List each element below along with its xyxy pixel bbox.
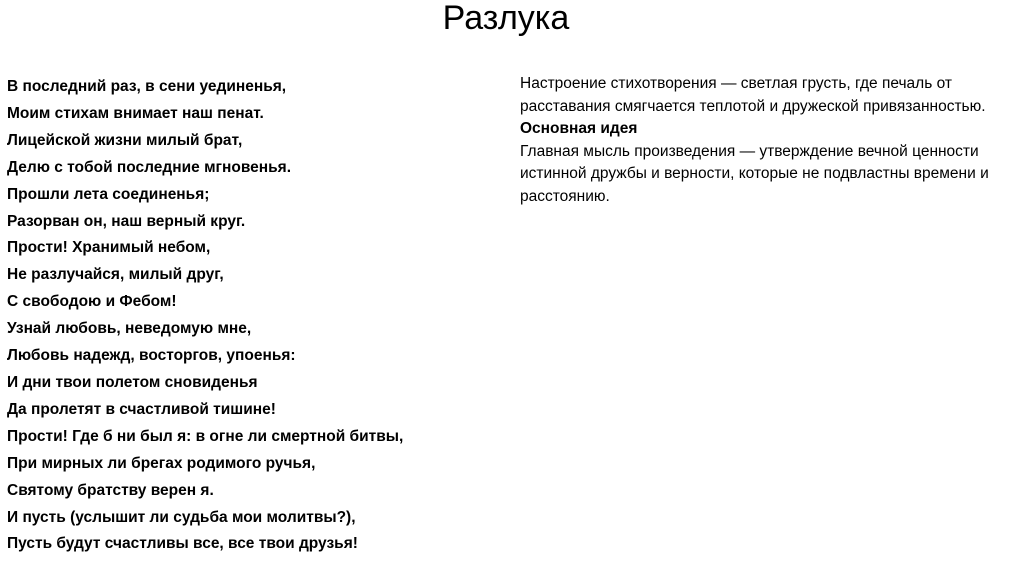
poem-text [7, 74, 477, 558]
poem-line: И пусть (услышит ли судьба мои молитвы?), [7, 508, 356, 526]
poem-line: В последний раз, в сени уединенья, [7, 78, 287, 95]
poem-line: И дни твои полетом сновиденья [7, 373, 258, 391]
poem-line: Лицейской жизни милый брат, [7, 131, 243, 149]
poem-line: При мирных ли брегах родимого ручья, [7, 454, 316, 472]
poem-line: Моим стихам внимает наш пенат. [7, 104, 264, 122]
poem-line: Прошли лета соединенья; [7, 185, 210, 203]
poem-line: С свободою и Фебом! [7, 293, 177, 311]
poem-line: Прости! Где б ни был я: в огне ли смертной битвы, [7, 427, 404, 445]
poem-line: Не разлучайся, милый друг, [7, 266, 224, 284]
poem-line: Прости! Хранимый небом, [7, 239, 211, 257]
poem-line: Делю с тобой последние мгновенья. [7, 158, 292, 176]
poem-line: Любовь надежд, восторгов, упоенья: [7, 347, 296, 365]
poem-line: Узнай любовь, неведомую мне, [7, 320, 252, 338]
poem-line: Святому братству верен я. [7, 481, 214, 499]
slide-title: Разлука [442, 0, 570, 37]
main-idea-heading: Основная идея [520, 120, 638, 137]
poem-line: Разорван он, наш верный круг. [7, 212, 246, 230]
poem-line: Да пролетят в счастливой тишине! [7, 400, 276, 418]
analysis-panel [520, 73, 1010, 208]
mood-text: Настроение стихотворения — светлая грусть, где печаль от расставания смягчается теплотой и дружеской привязанностью. [520, 75, 986, 115]
poem-line: Пусть будут счастливы все, все твои друзья! [7, 535, 358, 553]
main-idea-text: Главная мысль произведения — утверждение вечной ценности истинной дружбы и верности, которые не подвластны времени и расстоянию. [520, 142, 989, 205]
